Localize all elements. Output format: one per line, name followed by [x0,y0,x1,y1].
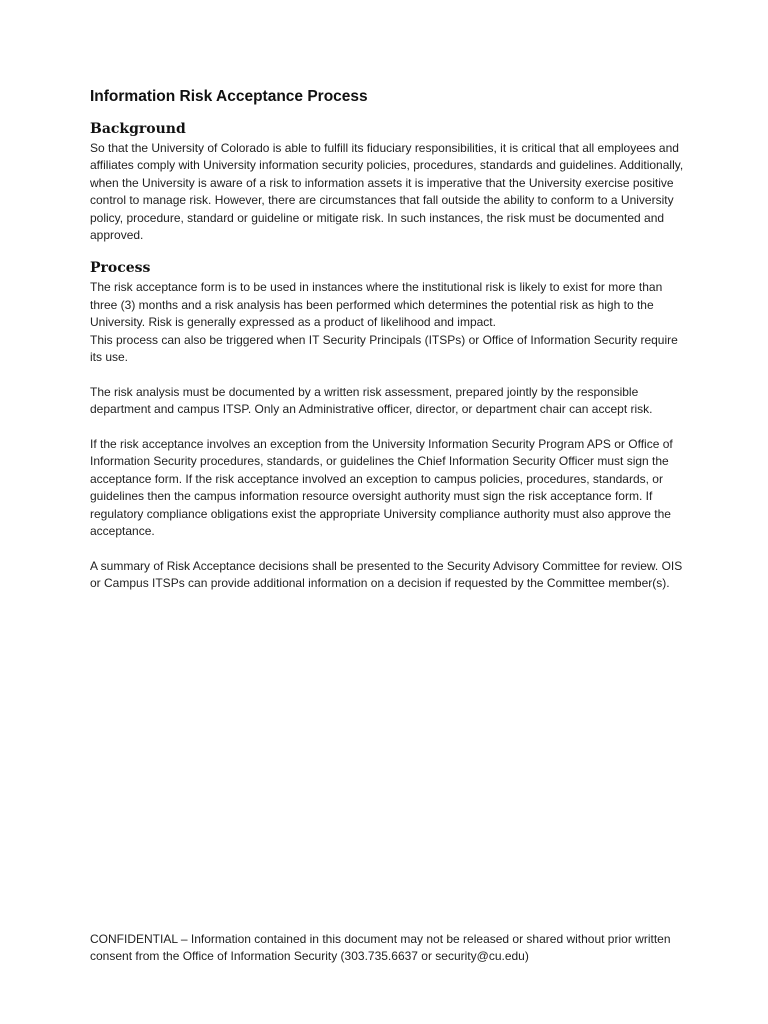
process-paragraph-2: This process can also be triggered when IT Security Principals (ITSPs) or Office of Information Security require its use. [90,332,678,365]
process-heading: Process [90,260,151,277]
process-paragraph-5: A summary of Risk Acceptance decisions shall be presented to the Security Advisory Committee for review. OIS or Campus ITSPs can provide additional information on a decision if requested by the Committee member(s). [90,558,683,591]
section-spacer [90,244,690,258]
process-paragraph-4: If the risk acceptance involves an exception from the University Information Security Program APS or Office of Information Security procedures, standards, or guidelines the Chief Information Security Officer must sign the acceptance form. If the risk acceptance involved an exception to campus policies, procedures, standards, or guidelines then the campus information resource oversight authority must sign the risk acceptance form. If regulatory compliance obligations exist the appropriate University compliance authority must also approve the acceptance. [90,437,673,539]
background-paragraph: So that the University of Colorado is able to fulfill its fiduciary responsibilities, it is critical that all employees and affiliates comply with University information security policies, procedures, standards and guidelines. Additionally, when the University is aware of a risk to information assets it is imperative that the University exercise positive control to manage risk. However, there are circumstances that fall outside the ability to conform to a University policy, procedure, standard or guideline or mitigate risk. In such instances, the risk must be documented and approved. [90,141,684,243]
process-paragraph-3: The risk analysis must be documented by a written risk assessment, prepared jointly by the responsible department and campus ITSP. Only an Administrative officer, director, or department chair can accept risk. [90,384,653,417]
paragraph-spacer [90,419,690,436]
paragraph-spacer [90,366,690,383]
process-paragraph-1: The risk acceptance form is to be used in instances where the institutional risk is likely to exist for more than three (3) months and a risk analysis has been performed which determines the potential risk as high to the University. Risk is generally expressed as a product of likelihood and impact. [90,280,663,330]
document-title: Information Risk Acceptance Process [90,88,368,105]
confidentiality-footer: CONFIDENTIAL – Information contained in this document may not be released or shared without prior written consent from the Office of Information Security (303.735.6637 or security@cu.edu) [90,932,671,964]
paragraph-spacer [90,541,690,558]
background-heading: Background [90,121,186,137]
document-body [90,86,690,593]
